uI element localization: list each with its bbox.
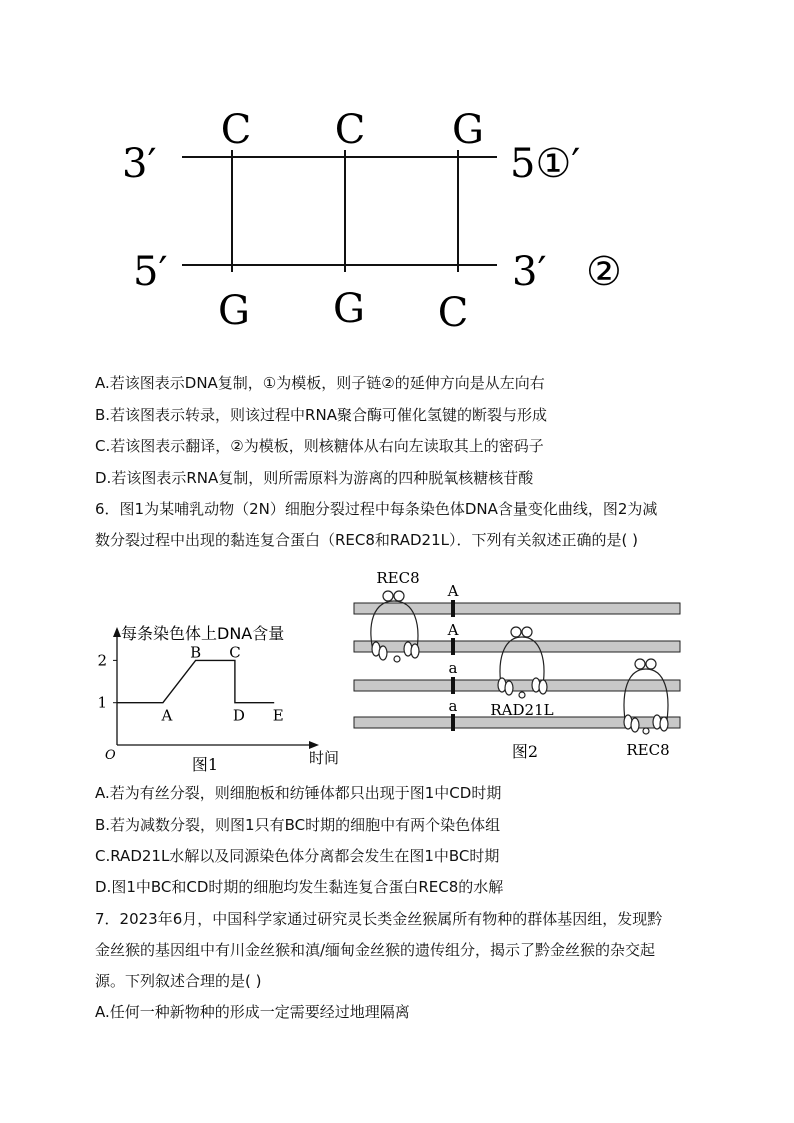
y-tick-label-2: 2 <box>97 651 107 670</box>
q6-option-d: D.图1中BC和CD时期的细胞均发生黏连复合蛋白REC8的水解 <box>95 878 504 896</box>
point-label-e: E <box>272 706 284 725</box>
point-label-d: D <box>232 706 245 725</box>
y-axis-arrow <box>113 627 121 637</box>
q6-option-c: C.RAD21L水解以及同源染色体分离都会发生在图1中BC时期 <box>95 847 500 865</box>
point-label-b: B <box>190 643 202 662</box>
q6-stem-line-2: 数分裂过程中出现的黏连复合蛋白（REC8和RAD21L）．下列有关叙述正确的是( ) <box>95 531 638 549</box>
top-right-end: 5①′ <box>510 141 581 187</box>
q5-option-b: B.若该图表示转录，则该过程中RNA聚合酶可催化氢键的断裂与形成 <box>95 406 547 424</box>
q5-option-c: C.若该图表示翻译，②为模板，则核糖体从右向左读取其上的密码子 <box>95 437 544 455</box>
bottom-strand-marker: ② <box>586 249 622 295</box>
top-left-end: 3′ <box>122 141 157 187</box>
bottom-left-end: 5′ <box>133 249 168 295</box>
bottom-base-3: C <box>437 290 469 336</box>
y-tick-label-1: 1 <box>97 693 107 712</box>
chromatid-3 <box>354 680 680 691</box>
chromatid-2 <box>354 641 680 652</box>
top-base-2: C <box>334 107 366 153</box>
dna-content-curve <box>117 660 274 702</box>
q7-stem-line-2: 金丝猴的基因组中有川金丝猴和滇/缅甸金丝猴的遗传组分，揭示了黔金丝猴的杂交起 <box>95 941 656 959</box>
allele-label-3: a <box>448 659 458 677</box>
rec8-label-bottom: REC8 <box>626 741 670 759</box>
figure-1-caption: 图1 <box>191 755 219 774</box>
top-base-1: C <box>220 107 252 153</box>
strand-ladder-diagram <box>0 0 794 350</box>
allele-label-4: a <box>448 697 458 715</box>
allele-label-2: A <box>447 621 459 639</box>
centromere-mark-1 <box>451 600 455 617</box>
figure-1-chart <box>95 612 350 782</box>
q7-option-a: A.任何一种新物种的形成一定需要经过地理隔离 <box>95 1003 410 1021</box>
centromere-mark-2 <box>451 638 455 655</box>
allele-label-1: A <box>447 582 459 600</box>
bottom-right-end: 3′ <box>512 249 547 295</box>
figure-2-caption: 图2 <box>511 742 539 761</box>
q5-option-a: A.若该图表示DNA复制，①为模板，则子链②的延伸方向是从左向右 <box>95 374 545 392</box>
q7-stem-line-1: 7．2023年6月，中国科学家通过研究灵长类金丝猴属所有物种的群体基因组，发现黔 <box>95 910 663 928</box>
x-axis-label: 时间 <box>309 749 340 767</box>
point-label-a: A <box>161 706 173 725</box>
bottom-base-1: G <box>218 288 250 334</box>
q6-option-a: A.若为有丝分裂，则细胞板和纺锤体都只出现于图1中CD时期 <box>95 784 502 802</box>
rad21l-label: RAD21L <box>490 701 554 719</box>
y-axis-label: 每条染色体上DNA含量 <box>121 624 285 643</box>
point-label-c: C <box>229 643 241 662</box>
top-base-3: G <box>452 107 484 153</box>
x-axis-arrow <box>309 741 319 749</box>
centromere-mark-4 <box>451 714 455 731</box>
rec8-label-top: REC8 <box>376 569 420 587</box>
q5-option-d: D.若该图表示RNA复制，则所需原料为游离的四种脱氧核糖核苷酸 <box>95 469 534 487</box>
bottom-base-2: G <box>333 286 365 332</box>
origin-label: O <box>105 748 116 763</box>
q7-stem-line-3: 源。下列叙述合理的是( ) <box>95 972 262 990</box>
q6-option-b: B.若为减数分裂，则图1只有BC时期的细胞中有两个染色体组 <box>95 816 501 834</box>
figure-2-diagram <box>350 565 695 765</box>
q6-stem-line-1: 6．图1为某哺乳动物（2N）细胞分裂过程中每条染色体DNA含量变化曲线，图2为减 <box>95 500 658 518</box>
chromatid-1 <box>354 603 680 614</box>
centromere-mark-3 <box>451 677 455 694</box>
